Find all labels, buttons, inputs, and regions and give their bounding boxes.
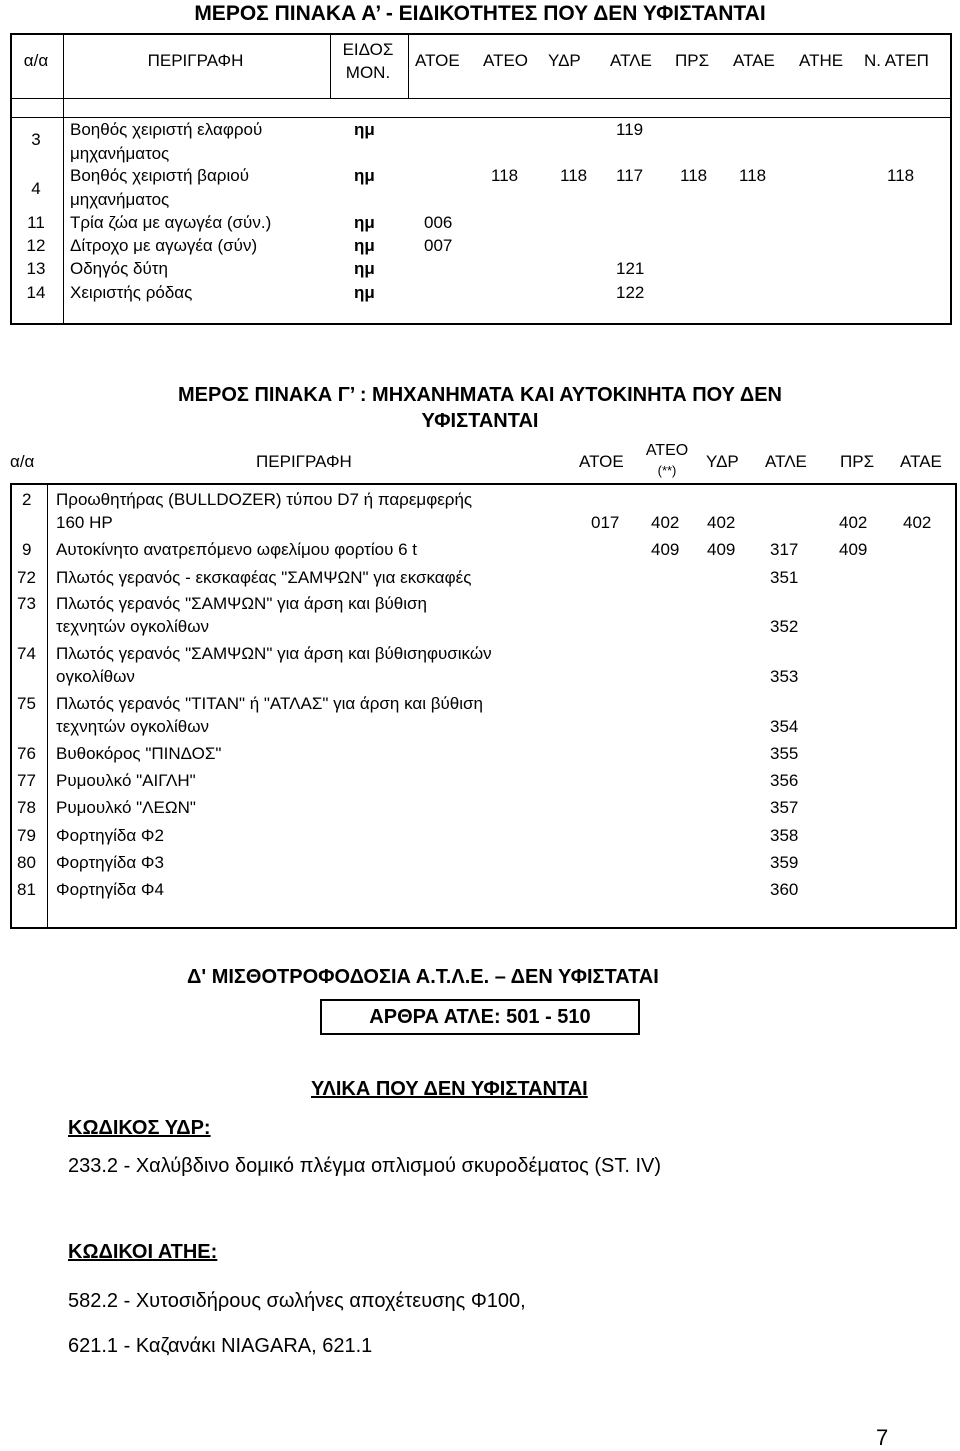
row-aa: 12 <box>26 236 46 255</box>
materials-title: ΥΛΙΚΑ ΠΟΥ ΔΕΝ ΥΦΙΣΤΑΝΤΑΙ <box>311 1078 588 1100</box>
section-d-box-label: ΑΡΘΡΑ ΑΤΛΕ: 501 - 510 <box>369 1006 591 1028</box>
row-description-2: 160 HP <box>56 513 113 532</box>
row-description: Φορτηγίδα Φ3 <box>56 853 164 872</box>
row-atle: 355 <box>770 744 799 763</box>
header-ydr: ΥΔΡ <box>548 51 581 70</box>
row-atle: 357 <box>770 798 799 817</box>
row-natep: 118 <box>887 166 915 185</box>
athe-codes-label: ΚΩΔΙΚΟΙ ΑΤΗΕ: <box>68 1241 218 1263</box>
row-description: Πλωτός γερανός - εκσκαφέας "ΣΑΜΨΩΝ" για εκσκαφές <box>56 568 472 587</box>
ydr-code-item: 233.2 - Χαλύβδινο δομικό πλέγμα οπλισμού σκυροδέματος (ST. IV) <box>68 1155 662 1177</box>
row-description: Βυθοκόρος "ΠΙΝΔΟΣ" <box>56 744 222 763</box>
section-d-title: Δ' ΜΙΣΘΟΤΡΟΦΟΔΟΣΙΑ Α.Τ.Λ.Ε. – ΔΕΝ ΥΦΙΣΤΑΤΑΙ <box>187 966 659 988</box>
row-description-2: τεχνητών ογκολίθων <box>56 617 210 636</box>
header-atle: ΑΤΛΕ <box>610 51 652 70</box>
row-atle: 352 <box>770 617 799 636</box>
header-athe: ΑΤΗΕ <box>799 51 844 70</box>
row-description: Βοηθός χειριστή ελαφρού <box>70 120 263 139</box>
row-atle: 354 <box>770 717 799 736</box>
row-aa: 76 <box>17 744 36 763</box>
row-description-2: μηχανήματος <box>70 144 170 163</box>
row-atoe: 017 <box>591 513 620 532</box>
header-prs: ΠΡΣ <box>675 51 710 70</box>
row-atae: 402 <box>903 513 932 532</box>
row-unit: ημ <box>354 213 375 232</box>
row-ateo: 118 <box>560 166 588 185</box>
header-atle: ΑΤΛΕ <box>765 452 807 471</box>
row-ydr: 402 <box>707 513 736 532</box>
row-description: Πλωτός γερανός "ΤΙΤΑΝ" ή "ΑΤΛΑΣ" για άρση και βύθιση <box>56 694 483 713</box>
header-atae: ΑΤΑΕ <box>733 51 775 70</box>
row-ateo: 402 <box>651 513 680 532</box>
row-code: 007 <box>424 236 453 255</box>
row-aa: 80 <box>17 853 36 872</box>
row-atoe: 118 <box>491 166 519 185</box>
athe-code-item-1: 582.2 - Χυτοσιδήρους σωλήνες αποχέτευσης Φ100, <box>68 1290 526 1312</box>
row-atle: 353 <box>770 667 799 686</box>
row-atle: 317 <box>770 540 799 559</box>
row-aa: 81 <box>17 880 36 899</box>
row-prs: 409 <box>839 540 868 559</box>
header-ateo: ΑΤΕΟ <box>483 51 529 70</box>
athe-code-item-2: 621.1 - Καζανάκι NIAGARA, 621.1 <box>68 1335 373 1357</box>
row-aa: 9 <box>22 540 32 559</box>
row-prs: 118 <box>739 166 767 185</box>
ydr-code-label: ΚΩΔΙΚΟΣ ΥΔΡ: <box>68 1117 211 1139</box>
row-atle: 358 <box>770 826 799 845</box>
header-description: ΠΕΡΙΓΡΑΦΗ <box>256 452 352 471</box>
row-atle: 360 <box>770 880 799 899</box>
row-atle: 118 <box>680 166 708 185</box>
row-aa: 14 <box>26 283 46 302</box>
header-aa: α/α <box>10 452 35 471</box>
row-aa: 3 <box>31 130 41 149</box>
header-aa: α/α <box>23 51 49 70</box>
row-description: Χειριστής ρόδας <box>70 283 193 302</box>
row-unit: ημ <box>354 259 375 278</box>
row-description: Φορτηγίδα Φ2 <box>56 826 164 845</box>
row-description: Τρία ζώα με αγωγέα (σύν.) <box>70 213 272 232</box>
row-ydr: 117 <box>616 166 644 185</box>
row-aa: 74 <box>17 644 36 663</box>
header-ydr: ΥΔΡ <box>706 452 739 471</box>
section-d-box <box>320 999 640 1035</box>
row-ydr: 409 <box>707 540 736 559</box>
row-aa: 11 <box>27 213 45 232</box>
row-prs: 402 <box>839 513 868 532</box>
row-ateo: 409 <box>651 540 680 559</box>
header-description: ΠΕΡΙΓΡΑΦΗ <box>147 51 244 70</box>
row-description-2: τεχνητών ογκολίθων <box>56 717 210 736</box>
header-ateo: ΑΤΕΟ <box>645 442 689 459</box>
row-description-2: ογκολίθων <box>56 667 135 686</box>
header-prs: ΠΡΣ <box>840 452 875 471</box>
row-description: Δίτροχο με αγωγέα (σύν) <box>70 236 258 255</box>
row-aa: 72 <box>17 568 36 587</box>
row-description: Βοηθός χειριστή βαριού <box>70 166 249 185</box>
row-aa: 77 <box>17 771 36 790</box>
row-description: Πλωτός γερανός "ΣΑΜΨΩΝ" για άρση και βύθιση <box>56 594 427 613</box>
row-description: Προωθητήρας (BULLDOZER) τύπου D7 ή παρεμφερής <box>56 490 473 509</box>
table-a-title: ΜΕΡΟΣ ΠΙΝΑΚΑ Α’ - ΕΙΔΙΚΟΤΗΤΕΣ ΠΟΥ ΔΕΝ ΥΦΙΣΤΑΝΤΑΙ <box>194 2 766 25</box>
table-g-title: ΜΕΡΟΣ ΠΙΝΑΚΑ Γ’ : ΜΗΧΑΝΗΜΑΤΑ ΚΑΙ ΑΥΤΟΚΙΝΗΤΑ ΠΟΥ ΔΕΝ <box>178 384 782 406</box>
row-atle: 359 <box>770 853 799 872</box>
header-atae: ΑΤΑΕ <box>900 452 942 471</box>
row-description: Φορτηγίδα Φ4 <box>56 880 164 899</box>
row-description-2: μηχανήματος <box>70 190 170 209</box>
row-aa: 78 <box>17 798 36 817</box>
header-natep: Ν. ΑΤΕΠ <box>864 51 929 70</box>
row-atle: 351 <box>770 568 799 587</box>
table-g-title-2: ΥΦΙΣΤΑΝΤΑΙ <box>421 410 539 432</box>
row-description: Οδηγός δύτη <box>70 259 168 278</box>
row-ydr: 122 <box>616 283 645 302</box>
row-aa: 79 <box>17 826 36 845</box>
row-unit: ημ <box>354 283 375 302</box>
row-unit: ημ <box>354 236 375 255</box>
row-description: Ρυμουλκό "ΑΙΓΛΗ" <box>56 771 196 790</box>
header-atoe: ΑΤΟΕ <box>579 452 624 471</box>
row-aa: 13 <box>26 259 46 278</box>
row-aa: 2 <box>22 490 32 509</box>
row-code: 006 <box>424 213 453 232</box>
row-description: Αυτοκίνητο ανατρεπόμενο ωφελίμου φορτίου 6 t <box>56 540 418 559</box>
row-description: Πλωτός γερανός "ΣΑΜΨΩΝ" για άρση και βύθισηφυσικών <box>56 644 492 663</box>
row-unit: ημ <box>354 166 375 185</box>
row-aa: 75 <box>17 694 36 713</box>
row-ydr: 119 <box>616 120 644 139</box>
row-aa: 4 <box>31 179 41 198</box>
header-unit-2: ΜΟΝ. <box>345 63 391 82</box>
row-aa: 73 <box>17 594 36 613</box>
header-ateo-note: (**) <box>657 463 677 478</box>
row-description: Ρυμουλκό "ΛΕΩΝ" <box>56 798 196 817</box>
row-ydr: 121 <box>616 259 645 278</box>
header-atoe: ΑΤΟΕ <box>415 51 460 70</box>
header-unit-1: ΕΙΔΟΣ <box>342 40 394 59</box>
row-atle: 356 <box>770 771 799 790</box>
row-unit: ημ <box>354 120 375 139</box>
page-number: 7 <box>876 1425 889 1450</box>
